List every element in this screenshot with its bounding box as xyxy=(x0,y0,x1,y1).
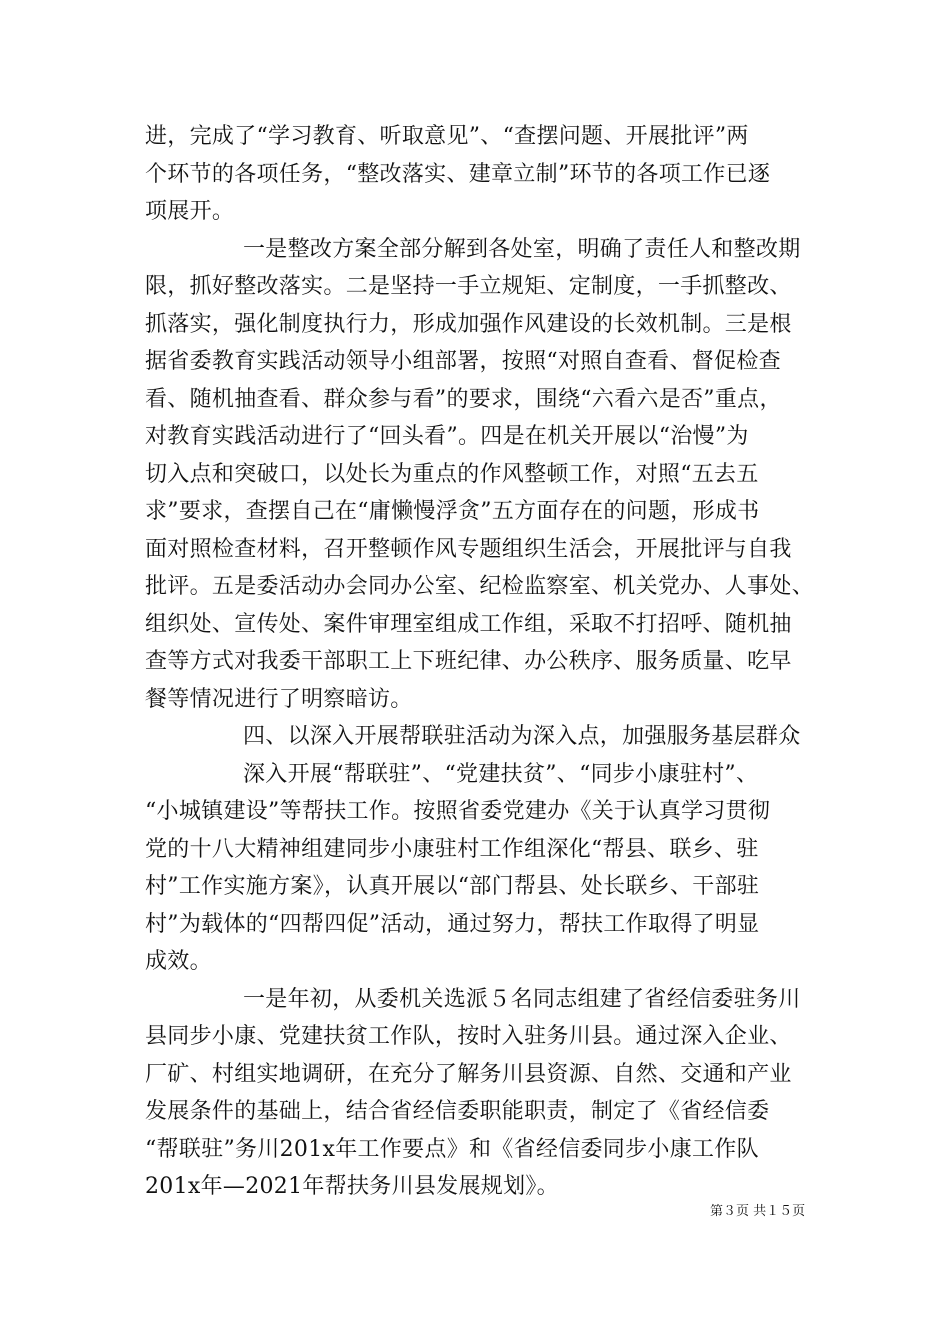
text-line: 抓落实，强化制度执行力，形成加强作风建设的长效机制。三是根 xyxy=(145,312,792,337)
text-line: 求”要求，查摆自己在“庸懒慢浮贪”五方面存在的问题，形成书 xyxy=(145,499,760,524)
text-line: “小城镇建设”等帮扶工作。按照省委党建办《关于认真学习贯彻 xyxy=(145,799,771,824)
text-line: 查等方式对我委干部职工上下班纪律、办公秩序、服务质量、吃早 xyxy=(145,649,792,674)
text-line: 进，完成了“学习教育、听取意见”、“查摆问题、开展批评”两 xyxy=(145,124,749,149)
text-line: 餐等情况进行了明察暗访。 xyxy=(145,687,413,712)
text-line: 个环节的各项任务，“整改落实、建章立制”环节的各项工作已逐 xyxy=(145,162,771,187)
text-line: 据省委教育实践活动领导小组部署，按照“对照自查看、督促检查 xyxy=(145,349,781,374)
text-line: 发展条件的基础上，结合省经信委职能职责，制定了《省经信委 xyxy=(145,1099,770,1124)
paragraph-first-line: 一是整改方案全部分解到各处室，明确了责任人和整改期 xyxy=(243,237,801,262)
text-line: 201x年—2021年帮扶务川县发展规划》。 xyxy=(145,1174,559,1199)
text-line: 看、随机抽查看、群众参与看”的要求，围绕“六看六是否”重点， xyxy=(145,387,782,412)
text-line: 切入点和突破口，以处长为重点的作风整顿工作，对照“五去五 xyxy=(145,462,759,487)
text-line: 厂矿、村组实地调研，在充分了解务川县资源、自然、交通和产业 xyxy=(145,1062,792,1087)
text-line: “帮联驻”务川201x年工作要点》和《省经信委同步小康工作队 xyxy=(145,1137,759,1162)
text-line: 党的十八大精神组建同步小康驻村工作组深化“帮县、联乡、驻 xyxy=(145,837,759,862)
text-line: 面对照检查材料，召开整顿作风专题组织生活会，开展批评与自我 xyxy=(145,537,792,562)
text-line: 项展开。 xyxy=(145,199,235,224)
page-number-footer: 第３页 共１５页 xyxy=(710,1204,806,1219)
text-line: 成效。 xyxy=(145,949,212,974)
paragraph-first-line: 一是年初，从委机关选派５名同志组建了省经信委驻务川 xyxy=(243,987,801,1012)
text-line: 批评。五是委活动办会同办公室、纪检监察室、机关党办、人事处、 xyxy=(145,574,815,599)
text-line: 村”工作实施方案》，认真开展以“部门帮县、处长联乡、干部驻 xyxy=(145,874,760,899)
text-line: 村”为载体的“四帮四促”活动，通过努力，帮扶工作取得了明显 xyxy=(145,912,760,937)
section-heading: 四、以深入开展帮联驻活动为深入点，加强服务基层群众 xyxy=(243,724,801,749)
text-line: 组织处、宣传处、案件审理室组成工作组，采取不打招呼、随机抽 xyxy=(145,612,792,637)
paragraph-first-line: 深入开展“帮联驻”、“党建扶贫”、“同步小康驻村”、 xyxy=(243,762,759,787)
text-line: 县同步小康、党建扶贫工作队，按时入驻务川县。通过深入企业、 xyxy=(145,1024,792,1049)
text-line: 对教育实践活动进行了“回头看”。四是在机关开展以“治慢”为 xyxy=(145,424,749,449)
text-line: 限，抓好整改落实。二是坚持一手立规矩、定制度，一手抓整改、 xyxy=(145,274,792,299)
